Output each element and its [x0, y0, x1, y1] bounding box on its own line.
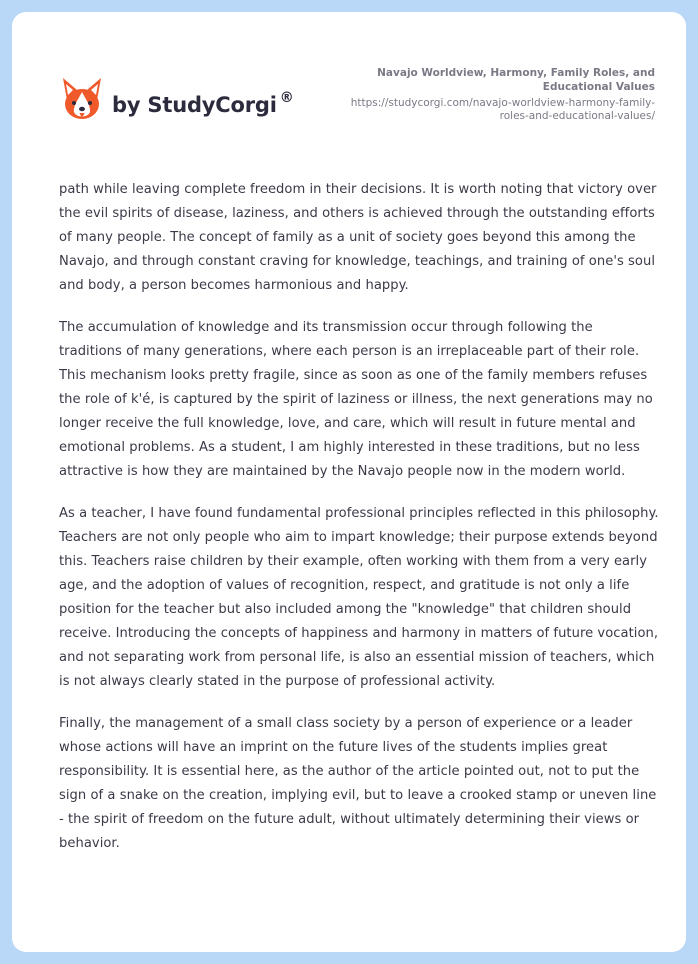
- paragraph-3: As a teacher, I have found fundamental professional principles reflected in this philosophy. Teachers are not only people who aim to impart knowledge; their purpose extends beyond this. Teachers raise children by their example, often working with them from a very early age, and the adoption of values of recognition, respect, and gratitude is not only a life position for the teacher but also included among the "knowledge" that children should receive. Introducing the concepts of happiness and harmony in matters of future vocation, and not separating work from personal life, is also an essential mission of teachers, which is not always clearly stated in the purpose of professional activity.: [59, 506, 659, 689]
- paragraph-1: path while leaving complete freedom in their decisions. It is worth noting that victory over the evil spirits of disease, laziness, and others is achieved through the outstanding efforts of many people. The concept of family as a unit of society goes beyond this among the Navajo, and through constant craving for knowledge, teachings, and training of one's soul and body, a person becomes harmonious and happy.: [59, 182, 657, 293]
- document-title-line-2: Educational Values: [542, 81, 655, 93]
- paragraph-4: Finally, the management of a small class society by a person of experience or a leader whose actions will have an imprint on the future lives of the students implies great responsibility. It is essential here, as the author of the article pointed out, not to put the sign of a snake on the creation, implying evil, but to leave a crooked stamp or uneven line - the spirit of freedom on the future adult, without ultimately determining their views or behavior.: [59, 716, 657, 851]
- document-body: [59, 178, 659, 874]
- brand-name: by StudyCorgi ®: [112, 90, 294, 117]
- document-url[interactable]: [335, 97, 655, 123]
- paragraph-2: The accumulation of knowledge and its transmission occur through following the traditions of many generations, where each person is an irreplaceable part of their role. This mechanism looks pretty fragile, since as soon as one of the family members refuses the role of k'é, is captured by the spirit of laziness or illness, the next generations may no longer receive the full knowledge, love, and care, which will result in future mental and emotional problems. As a student, I am highly interested in these traditions, but no less attractive is how they are maintained by the Navajo people now in the modern world.: [59, 320, 653, 479]
- document-title: [335, 66, 655, 94]
- studycorgi-logo[interactable]: [60, 76, 294, 124]
- document-url-line-2[interactable]: roles-and-educational-values/: [499, 110, 655, 122]
- page-header: [12, 12, 686, 152]
- document-title-line-1: Navajo Worldview, Harmony, Family Roles, and: [377, 67, 655, 79]
- document-url-line-1[interactable]: https://studycorgi.com/navajo-worldview-harmony-family-: [350, 97, 655, 109]
- document-page: [12, 12, 686, 952]
- registered-mark: ®: [279, 90, 294, 106]
- document-meta: [335, 66, 655, 123]
- corgi-logo-icon: [60, 76, 104, 124]
